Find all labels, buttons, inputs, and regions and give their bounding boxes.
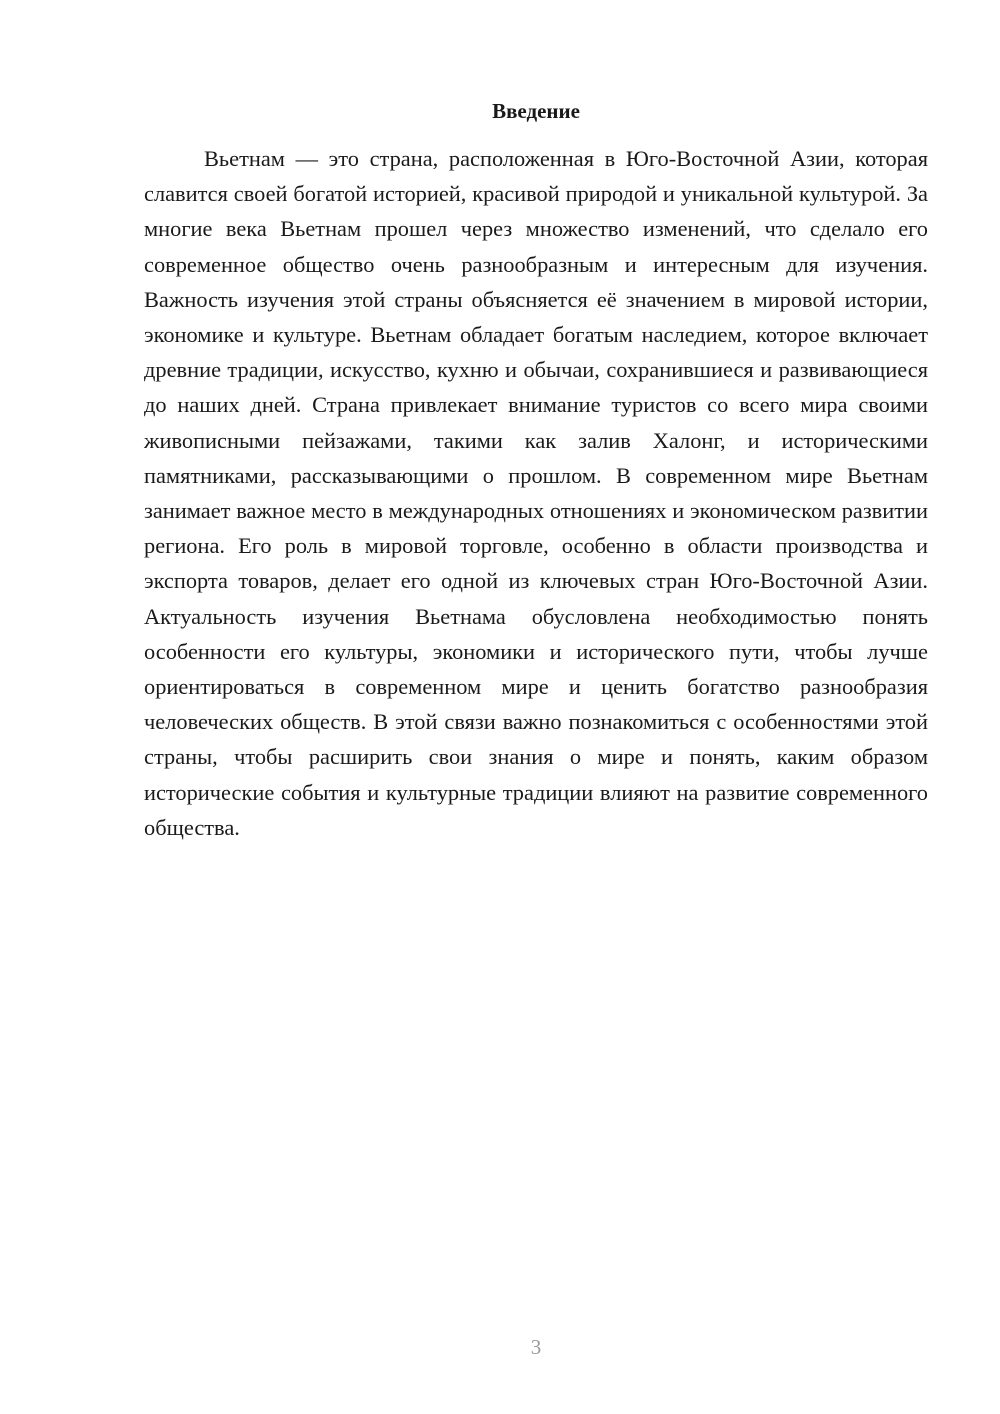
section-heading: Введение (492, 99, 580, 123)
intro-paragraph: Вьетнам — это страна, расположенная в Юго-Восточной Азии, которая славится своей богатой историей, красивой природой и уникальной культурой. За многие века Вьетнам прошел через множество изменений, что сделало его современное общество очень разнообразным и интересным для изучения. Важность изучения этой страны объясняется её значением в мировой истории, экономике и культуре. Вьетнам обладает богатым наследием, которое включает древние традиции, искусство, кухню и обычаи, сохранившиеся и развивающиеся до наших дней. Страна привлекает внимание туристов со всего мира своими живописными пейзажами, такими как залив Халонг, и историческими памятниками, рассказывающими о прошлом. В современном мире Вьетнам занимает важное место в международных отношениях и экономическом развитии региона. Его роль в мировой торговле, особенно в области производства и экспорта товаров, делает его одной из ключевых стран Юго-Восточной Азии. Актуальность изучения Вьетнама обусловлена необходимостью понять особенности его культуры, экономики и исторического пути, чтобы лучше ориентироваться в современном мире и ценить богатство разнообразия человеческих обществ. В этой связи важно познакомиться с особенностями этой страны, чтобы расширить свои знания о мире и понять, каким образом исторические события и культурные традиции влияют на развитие современного общества. (144, 146, 928, 840)
page-number: 3 (530, 1335, 542, 1359)
